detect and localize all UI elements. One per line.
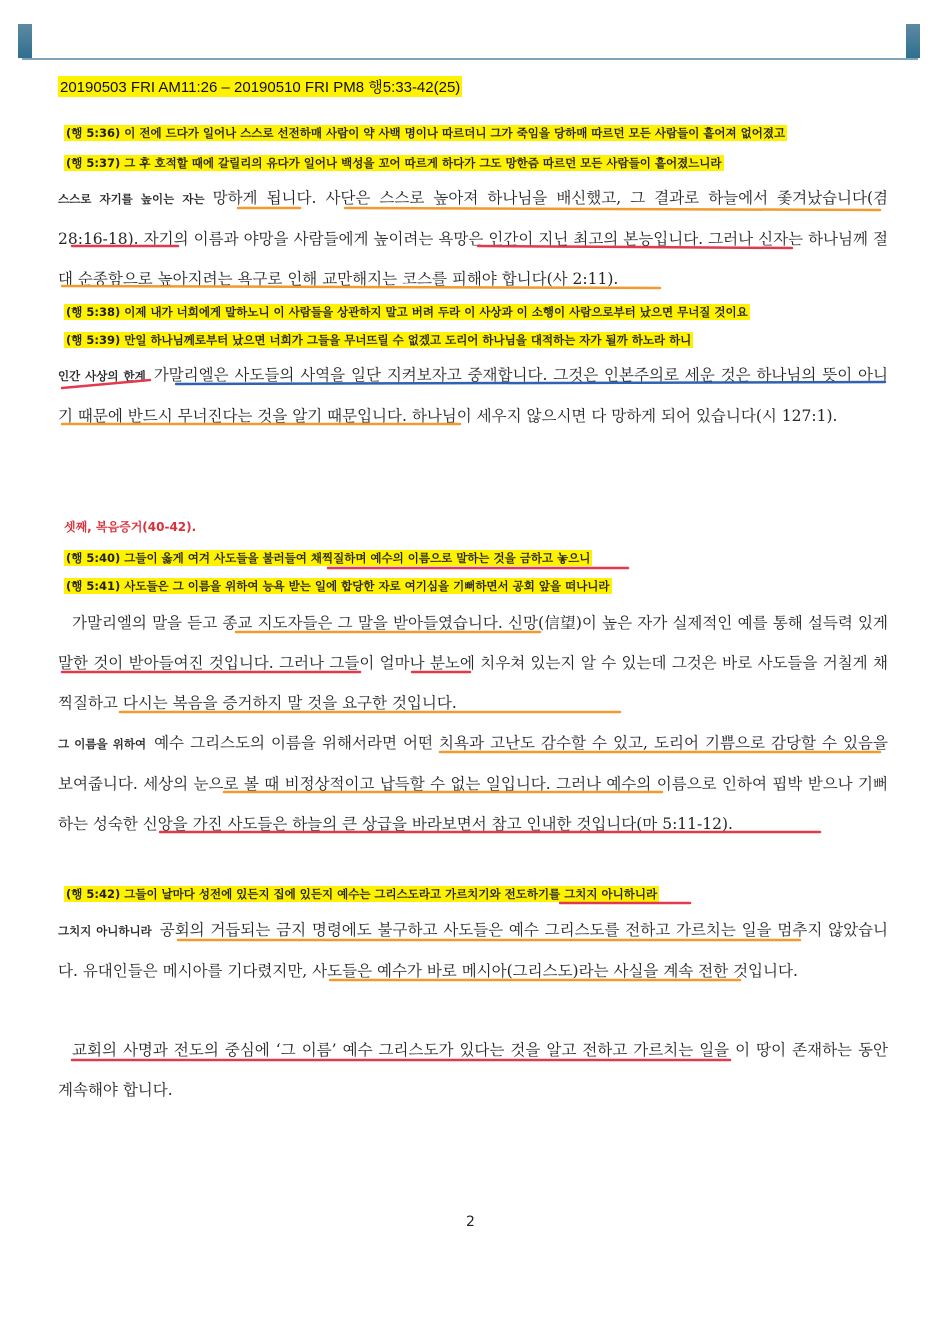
paragraph-1-body: 망하게 됩니다. 사단은 스스로 높아져 하나님을 배신했고, 그 결과로 하늘에서 좇겨났습니다(겸 28:16-18). 자기의 이름과 야망을 사람들에게 높이려는 욕망은 인간이 지닌 최고의 본능입니다. 그러나 신자는 하나님께 절대 순종함으로 높아지려는 욕구로 인해 교만해지는 코스를 피해야 합니다(사 2:11). bbox=[58, 189, 888, 288]
verse-5-39: (행 5:39) 만일 하나님께로부터 났으면 너희가 그들을 무너뜨릴 수 없겠고 도리어 하나님을 대적하는 자가 될까 하노라 하니 bbox=[66, 333, 692, 347]
page-header: 20190503 FRI AM11:26 – 20190510 FRI PM8 행5:33-42(25) bbox=[58, 76, 462, 97]
paragraph-5-body: 공회의 거듭되는 금지 명령에도 불구하고 사도들은 예수 그리스도를 전하고 가르치는 일을 멈추지 않았습니다. 유대인들은 메시아를 기다렸지만, 사도들은 예수가 바로 메시아(그리스도)라는 사실을 계속 전한 것입니다. bbox=[58, 921, 888, 980]
paragraph-5 bbox=[58, 910, 888, 991]
paragraph-4-heading: 그 이름을 위하여 bbox=[58, 737, 147, 751]
paragraph-2-body: 가말리엘은 사도들의 사역을 일단 지켜보자고 중재합니다. 그것은 인본주의로 세운 것은 하나님의 뜻이 아니기 때문에 반드시 무너진다는 것을 알기 때문입니다. 하나님이 세우지 않으시면 다 망하게 되어 있습니다(시 127:1). bbox=[58, 366, 888, 425]
paragraph-2-heading: 인간 사상의 한계 bbox=[58, 369, 146, 383]
left-margin-tab bbox=[18, 24, 32, 58]
verse-5-37: (행 5:37) 그 후 호적할 때에 갈릴리의 유다가 일어나 백성을 꼬어 따르게 하다가 그도 망한즘 따르던 모든 사람들이 흩어졌느니라 bbox=[66, 156, 722, 170]
verse-5-40: (행 5:40) 그들이 옳게 여겨 사도들을 불러들여 채찍질하며 예수의 이름으로 말하는 것을 금하고 놓으니 bbox=[66, 551, 591, 565]
header-rule bbox=[22, 58, 918, 60]
paragraph-6 bbox=[58, 1030, 888, 1110]
verse-5-41: (행 5:41) 사도들은 그 이름을 위하여 능욕 받는 일에 합당한 자로 여기심을 기뻐하면서 공회 앞을 떠나니라 bbox=[66, 579, 610, 593]
verse-5-36: (행 5:36) 이 전에 드다가 일어나 스스로 선전하매 사람이 약 사백 명이나 따르더니 그가 죽임을 당하매 따르던 모든 사람들이 흩어져 없어졌고 bbox=[66, 126, 786, 140]
paragraph-2 bbox=[58, 355, 888, 436]
page-number: 2 bbox=[466, 1214, 475, 1230]
paragraph-5-heading: 그치지 아니하니라 bbox=[58, 924, 152, 938]
section-title: 셋째, 복음증거(40-42). bbox=[64, 520, 197, 534]
paragraph-4 bbox=[58, 723, 888, 844]
paragraph-1-heading: 스스로 자기를 높이는 자는 bbox=[58, 192, 205, 206]
paragraph-3-body: 가말리엘의 말을 듣고 종교 지도자들은 그 말을 받아들였습니다. 신망(信望)이 높은 자가 실제적인 예를 통해 설득력 있게 말한 것이 받아들여진 것입니다. 그러나 그들이 얼마나 분노에 치우쳐 있는지 알 수 있는데 그것은 바로 사도들을 거칠게 채찍질하고 다시는 복음을 증거하지 말 것을 요구한 것입니다. bbox=[58, 614, 888, 712]
paragraph-6-body: 교회의 사명과 전도의 중심에 ‘그 이름’ 예수 그리스도가 있다는 것을 알고 전하고 가르치는 일을 이 땅이 존재하는 동안 계속해야 합니다. bbox=[58, 1041, 888, 1099]
right-margin-tab bbox=[906, 24, 920, 58]
verse-5-38: (행 5:38) 이제 내가 너희에게 말하노니 이 사람들을 상관하지 말고 버려 두라 이 사상과 이 소행이 사람으로부터 났으면 무너질 것이요 bbox=[66, 305, 748, 319]
paragraph-4-body: 예수 그리스도의 이름을 위해서라면 어떤 치욕과 고난도 감수할 수 있고, 도리어 기쁨으로 감당할 수 있음을 보여줍니다. 세상의 눈으로 볼 때 비정상적이고 납득할 수 없는 일입니다. 그러나 예수의 이름으로 인하여 핍박 받으나 기뻐하는 성숙한 신앙을 가진 사도들은 하늘의 큰 상급을 바라보면서 참고 인내한 것입니다(마 5:11-12). bbox=[58, 734, 888, 833]
verse-5-42: (행 5:42) 그들이 날마다 성전에 있든지 집에 있든지 예수는 그리스도라고 가르치기와 전도하기를 그치지 아니하니라 bbox=[66, 887, 658, 901]
paragraph-3 bbox=[58, 603, 888, 723]
paragraph-1 bbox=[58, 178, 888, 299]
